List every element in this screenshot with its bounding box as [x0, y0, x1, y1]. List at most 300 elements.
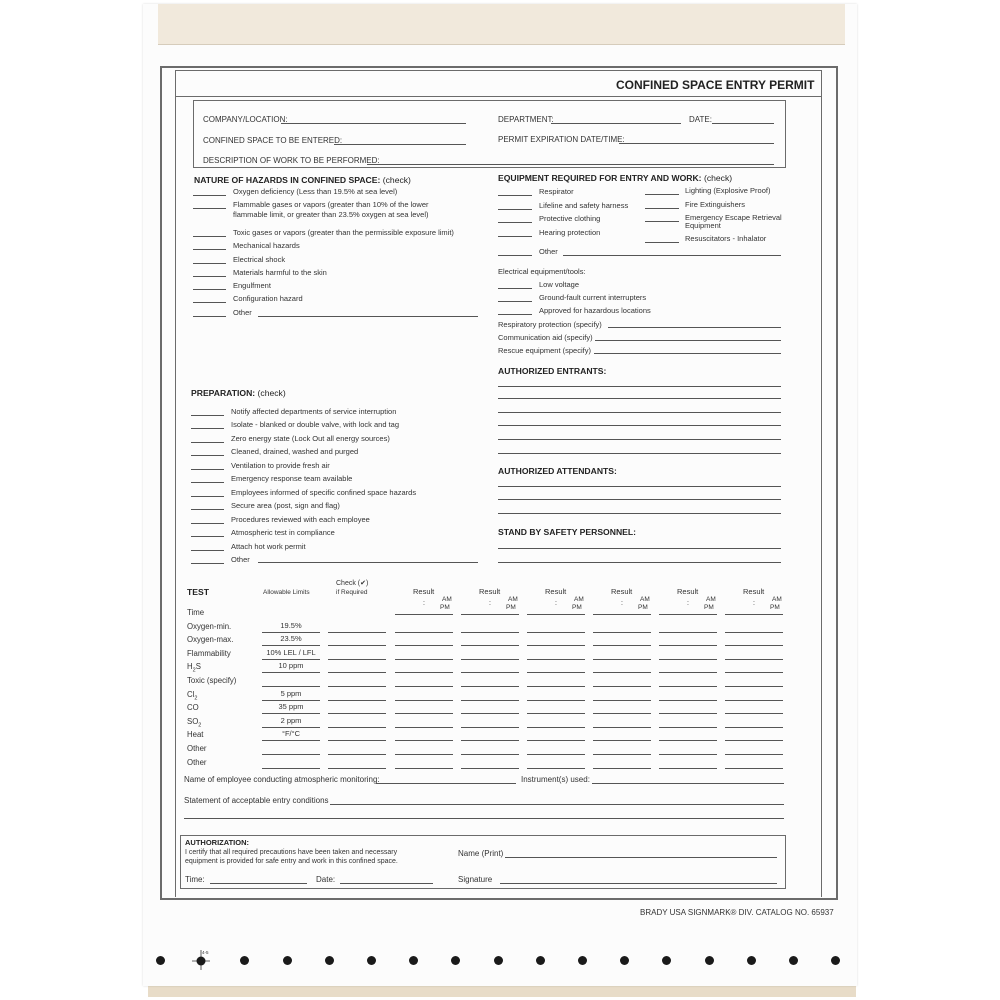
auth-date-field[interactable]	[340, 883, 433, 884]
statement-field-2[interactable]	[184, 818, 784, 819]
equipment-check-field[interactable]	[498, 222, 532, 223]
result-field[interactable]	[593, 672, 651, 673]
result-field[interactable]	[659, 754, 717, 755]
entrant-line[interactable]	[498, 398, 781, 399]
preparation-item-label: Atmospheric test in compliance	[231, 528, 335, 537]
hazard-item-label: Mechanical hazards	[233, 241, 300, 250]
permit-expiration-label: PERMIT EXPIRATION DATE/TIME:	[498, 135, 625, 144]
result-field[interactable]	[659, 713, 717, 714]
entrant-line[interactable]	[498, 412, 781, 413]
attendant-line[interactable]	[498, 499, 781, 500]
equipment-other-check[interactable]	[498, 255, 532, 256]
result-field[interactable]	[527, 713, 585, 714]
respiratory-field[interactable]	[608, 327, 781, 328]
limit-line	[262, 686, 320, 687]
time-colon: :	[423, 600, 425, 607]
test-row-subscript: 2	[198, 722, 202, 729]
signature-label: Signature	[458, 875, 493, 884]
result-field[interactable]	[395, 700, 453, 701]
preparation-check-field[interactable]	[191, 442, 224, 443]
result-field[interactable]	[527, 768, 585, 769]
result-field[interactable]	[527, 645, 585, 646]
authorization-line1: I certify that all required precautions have been taken and necessary	[185, 849, 398, 856]
time-colon: :	[555, 600, 557, 607]
catalog-footer: BRADY USA SIGNMARK® DIV. CATALOG NO. 65937	[640, 908, 834, 917]
binding-hole	[536, 956, 545, 965]
allowable-limits-header: Allowable Limits	[263, 589, 310, 596]
hazard-check-field[interactable]	[193, 263, 226, 264]
result-field[interactable]	[725, 632, 783, 633]
binding-hole	[367, 956, 376, 965]
hazard-check-field[interactable]	[193, 289, 226, 290]
test-row-name: Heat	[187, 730, 204, 739]
test-row-label	[187, 704, 199, 712]
form-title: CONFINED SPACE ENTRY PERMIT	[616, 78, 815, 92]
result-field[interactable]	[659, 645, 717, 646]
result-field[interactable]	[725, 659, 783, 660]
limit-line	[262, 740, 320, 741]
time-colon: :	[687, 600, 689, 607]
result-field[interactable]	[659, 686, 717, 687]
preparation-item-label: Zero energy state (Lock Out all energy sources)	[231, 434, 390, 443]
limit-line	[262, 768, 320, 769]
result-field[interactable]	[725, 713, 783, 714]
attendants-heading: AUTHORIZED ATTENDANTS:	[498, 466, 617, 476]
pm-label: PM	[704, 604, 714, 611]
binding-hole	[283, 956, 292, 965]
allowable-limit-value: 10 ppm	[278, 661, 304, 670]
equipment-check-field[interactable]	[498, 236, 532, 237]
result-field[interactable]	[659, 700, 717, 701]
equipment-item-label: Emergency Escape Retrieval	[685, 213, 782, 222]
statement-field[interactable]	[330, 804, 784, 805]
entrant-line[interactable]	[498, 453, 781, 454]
equipment-item-label: Protective clothing	[539, 214, 601, 223]
result-field[interactable]	[395, 614, 453, 615]
result-field[interactable]	[527, 727, 585, 728]
preparation-check-field[interactable]	[191, 455, 224, 456]
limit-line	[262, 727, 320, 728]
test-row-label	[187, 759, 207, 767]
test-row-name: Time	[187, 608, 205, 617]
result-field[interactable]	[725, 740, 783, 741]
hazard-item-label: Configuration hazard	[233, 294, 303, 303]
result-field[interactable]	[461, 686, 519, 687]
allowable-limit-value: 35 ppm	[278, 702, 304, 711]
department-field[interactable]	[551, 123, 681, 124]
equipment-item-label: Fire Extinguishers	[685, 200, 746, 209]
equipment-check-field[interactable]	[645, 242, 679, 243]
preparation-item-label: Cleaned, drained, washed and purged	[231, 447, 359, 456]
test-row-name: Other	[187, 758, 207, 767]
preparation-item-label: Notify affected departments of service interruption	[231, 407, 397, 416]
test-row-label	[187, 636, 233, 644]
result-field[interactable]	[527, 672, 585, 673]
limit-line	[262, 672, 320, 673]
hazard-check-field[interactable]	[193, 316, 226, 317]
entrants-heading: AUTHORIZED ENTRANTS:	[498, 366, 607, 376]
time-colon: :	[753, 600, 755, 607]
test-row-name: H	[187, 662, 193, 671]
hazard-check-field[interactable]	[193, 195, 226, 196]
result-field[interactable]	[725, 754, 783, 755]
test-row-label	[187, 745, 207, 753]
result-field[interactable]	[593, 645, 651, 646]
limit-line	[262, 713, 320, 714]
result-field[interactable]	[461, 659, 519, 660]
electrical-item-label: Low voltage	[539, 280, 580, 289]
binding-hole	[409, 956, 418, 965]
result-field[interactable]	[527, 686, 585, 687]
allowable-limit-value: 5 ppm	[280, 689, 302, 698]
preparation-check-field[interactable]	[191, 536, 224, 537]
result-field[interactable]	[725, 700, 783, 701]
hazard-check-field[interactable]	[193, 249, 226, 250]
binding-hole	[747, 956, 756, 965]
company-location-field[interactable]	[281, 123, 466, 124]
binding-hole	[662, 956, 671, 965]
electrical-check-field[interactable]	[498, 301, 532, 302]
preparation-item-label: Employees informed of specific confined space hazards	[231, 488, 417, 497]
preparation-check-field[interactable]	[191, 550, 224, 551]
preparation-item-label: Emergency response team available	[231, 474, 353, 483]
test-row-subscript: 2	[194, 695, 198, 702]
check-required-field[interactable]	[328, 672, 386, 673]
am-label: AM	[508, 596, 518, 603]
department-label: DEPARTMENT:	[498, 115, 554, 124]
equipment-item-label: Resuscitators - Inhalator	[685, 234, 767, 243]
preparation-item-label: Attach hot work permit	[231, 542, 306, 551]
equipment-check-field[interactable]	[498, 209, 532, 210]
test-row-label	[187, 663, 201, 674]
result-header: Result	[611, 587, 633, 596]
authorization-heading: AUTHORIZATION:	[185, 838, 250, 847]
binding-hole	[831, 956, 840, 965]
time-colon: :	[489, 600, 491, 607]
equipment-heading: EQUIPMENT REQUIRED FOR ENTRY AND WORK: (check)	[498, 173, 733, 183]
equipment-check-field[interactable]	[645, 221, 679, 222]
result-field[interactable]	[461, 713, 519, 714]
check-required-field[interactable]	[328, 686, 386, 687]
result-header: Result	[677, 587, 699, 596]
test-row-name: Oxygen-max.	[187, 635, 234, 644]
respiratory-label: Respiratory protection (specify)	[498, 320, 602, 329]
hazard-check-field[interactable]	[193, 276, 226, 277]
time-colon: :	[621, 600, 623, 607]
confined-space-label: CONFINED SPACE TO BE ENTERED:	[203, 136, 343, 145]
instrument-label: Instrument(s) used:	[521, 775, 590, 784]
am-label: AM	[706, 596, 716, 603]
check-header-line1: Check (✔)	[336, 580, 369, 587]
attendant-line[interactable]	[498, 486, 781, 487]
result-field[interactable]	[659, 659, 717, 660]
pad-backing	[148, 985, 856, 997]
result-field[interactable]	[659, 632, 717, 633]
result-header: Result	[545, 587, 567, 596]
result-field[interactable]	[527, 632, 585, 633]
result-field[interactable]	[461, 645, 519, 646]
electrical-check-field[interactable]	[498, 288, 532, 289]
result-header: Result	[479, 587, 501, 596]
name-print-field[interactable]	[505, 857, 777, 858]
equipment-item-label: Respirator	[539, 187, 574, 196]
result-field[interactable]	[395, 727, 453, 728]
preparation-check-field[interactable]	[191, 482, 224, 483]
statement-label: Statement of acceptable entry conditions	[184, 796, 329, 805]
test-row-label	[187, 609, 204, 617]
result-field[interactable]	[461, 672, 519, 673]
test-row-label	[187, 731, 203, 739]
standby-line[interactable]	[498, 548, 781, 549]
binding-hole	[789, 956, 798, 965]
equipment-item-label: Lifeline and safety harness	[539, 201, 629, 210]
equipment-item-label: Equipment	[685, 221, 721, 230]
limit-line	[262, 645, 320, 646]
result-field[interactable]	[659, 727, 717, 728]
binding-hole	[705, 956, 714, 965]
result-field[interactable]	[593, 686, 651, 687]
instrument-field[interactable]	[592, 783, 784, 784]
result-field[interactable]	[593, 700, 651, 701]
result-field[interactable]	[461, 740, 519, 741]
date-field[interactable]	[712, 123, 774, 124]
allowable-limit-value: 19.5%	[280, 621, 302, 630]
check-required-field[interactable]	[328, 659, 386, 660]
allowable-limit-value: 23.5%	[280, 634, 302, 643]
result-field[interactable]	[461, 727, 519, 728]
electrical-item-label: Ground-fault current interrupters	[539, 293, 647, 302]
company-location-label: COMPANY/LOCATION:	[203, 115, 288, 124]
preparation-check-field[interactable]	[191, 523, 224, 524]
check-header-line2: if Required	[336, 589, 368, 596]
pm-label: PM	[770, 604, 780, 611]
preparation-check-field[interactable]	[191, 563, 224, 564]
hazard-check-field[interactable]	[193, 208, 226, 209]
binding-hole	[240, 956, 249, 965]
confined-space-field[interactable]	[334, 144, 466, 145]
result-field[interactable]	[725, 614, 783, 615]
entrant-line[interactable]	[498, 439, 781, 440]
result-field[interactable]	[527, 740, 585, 741]
preparation-check-field[interactable]	[191, 509, 224, 510]
test-row-name: Oxygen-min.	[187, 622, 232, 631]
check-required-field[interactable]	[328, 754, 386, 755]
hazard-item-label: Flammable gases or vapors (greater than 10% of the lower	[233, 200, 429, 209]
binding-hole	[451, 956, 460, 965]
result-field[interactable]	[395, 713, 453, 714]
registration-mark-label: 4-5	[202, 950, 209, 955]
electrical-label: Electrical equipment/tools:	[498, 267, 586, 276]
am-label: AM	[442, 596, 452, 603]
preparation-other-field[interactable]	[258, 562, 478, 563]
result-field[interactable]	[527, 659, 585, 660]
hazard-item-label: Oxygen deficiency (Less than 19.5% at sea level)	[233, 187, 398, 196]
check-required-field[interactable]	[328, 727, 386, 728]
monitoring-employee-field[interactable]	[376, 783, 516, 784]
preparation-heading: PREPARATION: (check)	[191, 388, 286, 398]
limit-line	[262, 659, 320, 660]
communication-field[interactable]	[595, 340, 781, 341]
test-row-subscript: 2	[192, 667, 196, 674]
name-print-label: Name (Print)	[458, 849, 504, 858]
check-required-field[interactable]	[328, 632, 386, 633]
am-label: AM	[574, 596, 584, 603]
result-field[interactable]	[461, 700, 519, 701]
registration-mark	[192, 950, 210, 970]
equipment-item-label: Hearing protection	[539, 228, 601, 237]
rescue-field[interactable]	[594, 353, 781, 354]
test-row-name: Toxic (specify)	[187, 676, 237, 685]
result-field[interactable]	[593, 754, 651, 755]
test-row-label	[187, 677, 236, 685]
signature-field[interactable]	[500, 883, 777, 884]
check-required-field[interactable]	[328, 713, 386, 714]
allowable-limit-value: 2 ppm	[280, 716, 302, 725]
standby-heading: STAND BY SAFETY PERSONNEL:	[498, 527, 636, 537]
result-field[interactable]	[593, 768, 651, 769]
result-field[interactable]	[659, 768, 717, 769]
time-label: Time:	[185, 875, 205, 884]
test-row-suffix: S	[195, 662, 201, 671]
binding-hole	[494, 956, 503, 965]
electrical-item-label: Approved for hazardous locations	[539, 306, 651, 315]
result-field[interactable]	[659, 740, 717, 741]
equipment-check-field[interactable]	[645, 208, 679, 209]
result-field[interactable]	[593, 659, 651, 660]
preparation-item-label: Isolate - blanked or double valve, with lock and tag	[231, 420, 400, 429]
check-required-field[interactable]	[328, 768, 386, 769]
test-row-name: Other	[187, 744, 207, 753]
authorization-line2: equipment is provided for safe entry and work in this confined space.	[185, 858, 398, 865]
result-field[interactable]	[725, 672, 783, 673]
result-field[interactable]	[461, 754, 519, 755]
test-row-label	[187, 718, 201, 729]
result-field[interactable]	[659, 614, 717, 615]
pm-label: PM	[572, 604, 582, 611]
check-required-field[interactable]	[328, 700, 386, 701]
result-field[interactable]	[461, 614, 519, 615]
hazard-other-field[interactable]	[258, 316, 478, 317]
result-field[interactable]	[725, 768, 783, 769]
limit-line	[262, 700, 320, 701]
result-field[interactable]	[593, 713, 651, 714]
binding-hole	[156, 956, 165, 965]
pm-label: PM	[638, 604, 648, 611]
auth-date-label: Date:	[316, 875, 336, 884]
binding-hole	[325, 956, 334, 965]
result-field[interactable]	[395, 645, 453, 646]
description-field[interactable]	[367, 164, 774, 165]
result-field[interactable]	[725, 727, 783, 728]
check-required-field[interactable]	[328, 645, 386, 646]
permit-expiration-field[interactable]	[619, 143, 774, 144]
attendant-line[interactable]	[498, 513, 781, 514]
check-required-field[interactable]	[328, 740, 386, 741]
limit-line	[262, 632, 320, 633]
standby-line[interactable]	[498, 562, 781, 563]
date-label: DATE:	[689, 115, 712, 124]
hazard-item-label: Materials harmful to the skin	[233, 268, 327, 277]
preparation-check-field[interactable]	[191, 415, 224, 416]
result-field[interactable]	[725, 686, 783, 687]
result-field[interactable]	[593, 740, 651, 741]
pad-binding	[158, 4, 845, 45]
result-field[interactable]	[461, 632, 519, 633]
preparation-check-field[interactable]	[191, 428, 224, 429]
test-row-label	[187, 650, 231, 658]
result-header: Result	[413, 587, 435, 596]
result-field[interactable]	[527, 700, 585, 701]
electrical-check-field[interactable]	[498, 314, 532, 315]
result-field[interactable]	[395, 659, 453, 660]
pm-label: PM	[440, 604, 450, 611]
test-row-name: SO	[187, 717, 199, 726]
result-field[interactable]	[395, 740, 453, 741]
hazard-item-label: flammable limit, or greater than 23.5% oxygen at sea level)	[233, 210, 429, 219]
monitoring-employee-label: Name of employee conducting atmospheric monitoring:	[184, 775, 380, 784]
preparation-check-field[interactable]	[191, 496, 224, 497]
binding-hole	[620, 956, 629, 965]
result-field[interactable]	[395, 672, 453, 673]
result-field[interactable]	[593, 632, 651, 633]
hazard-check-field[interactable]	[193, 236, 226, 237]
pm-label: PM	[506, 604, 516, 611]
equipment-other-label: Other	[539, 247, 558, 256]
rescue-label: Rescue equipment (specify)	[498, 346, 591, 355]
limit-line	[262, 754, 320, 755]
test-row-label	[187, 623, 231, 631]
hazard-item-label: Electrical shock	[233, 255, 286, 264]
hazard-check-field[interactable]	[193, 302, 226, 303]
hazards-heading: NATURE OF HAZARDS IN CONFINED SPACE: (check)	[194, 175, 411, 185]
result-field[interactable]	[395, 632, 453, 633]
allowable-limit-value: °F/°C	[281, 729, 301, 738]
equipment-check-field[interactable]	[498, 195, 532, 196]
result-field[interactable]	[593, 727, 651, 728]
result-field[interactable]	[593, 614, 651, 615]
equipment-other-field[interactable]	[563, 255, 781, 256]
result-field[interactable]	[527, 754, 585, 755]
title-separator	[175, 96, 822, 97]
result-field[interactable]	[527, 614, 585, 615]
am-label: AM	[772, 596, 782, 603]
result-header: Result	[743, 587, 765, 596]
result-field[interactable]	[395, 686, 453, 687]
description-label: DESCRIPTION OF WORK TO BE PERFORMED:	[203, 156, 380, 165]
result-field[interactable]	[659, 672, 717, 673]
entrant-line[interactable]	[498, 425, 781, 426]
am-label: AM	[640, 596, 650, 603]
result-field[interactable]	[395, 768, 453, 769]
hazard-item-label: Toxic gases or vapors (greater than the permissible exposure limit)	[233, 228, 454, 237]
result-field[interactable]	[461, 768, 519, 769]
test-row-name: Flammability	[187, 649, 231, 658]
test-row-label	[187, 691, 197, 702]
hazard-item-label: Engulfment	[233, 281, 271, 290]
result-field[interactable]	[725, 645, 783, 646]
entrant-line[interactable]	[498, 386, 781, 387]
hazard-item-label: Other	[233, 308, 252, 317]
result-field[interactable]	[395, 754, 453, 755]
preparation-item-label: Procedures reviewed with each employee	[231, 515, 370, 524]
preparation-check-field[interactable]	[191, 469, 224, 470]
time-field[interactable]	[210, 883, 307, 884]
preparation-item-label: Secure area (post, sign and flag)	[231, 501, 340, 510]
allowable-limit-value: 10% LEL / LFL	[266, 648, 316, 657]
test-heading: TEST	[187, 587, 209, 597]
equipment-check-field[interactable]	[645, 194, 679, 195]
preparation-item-label: Other	[231, 555, 250, 564]
